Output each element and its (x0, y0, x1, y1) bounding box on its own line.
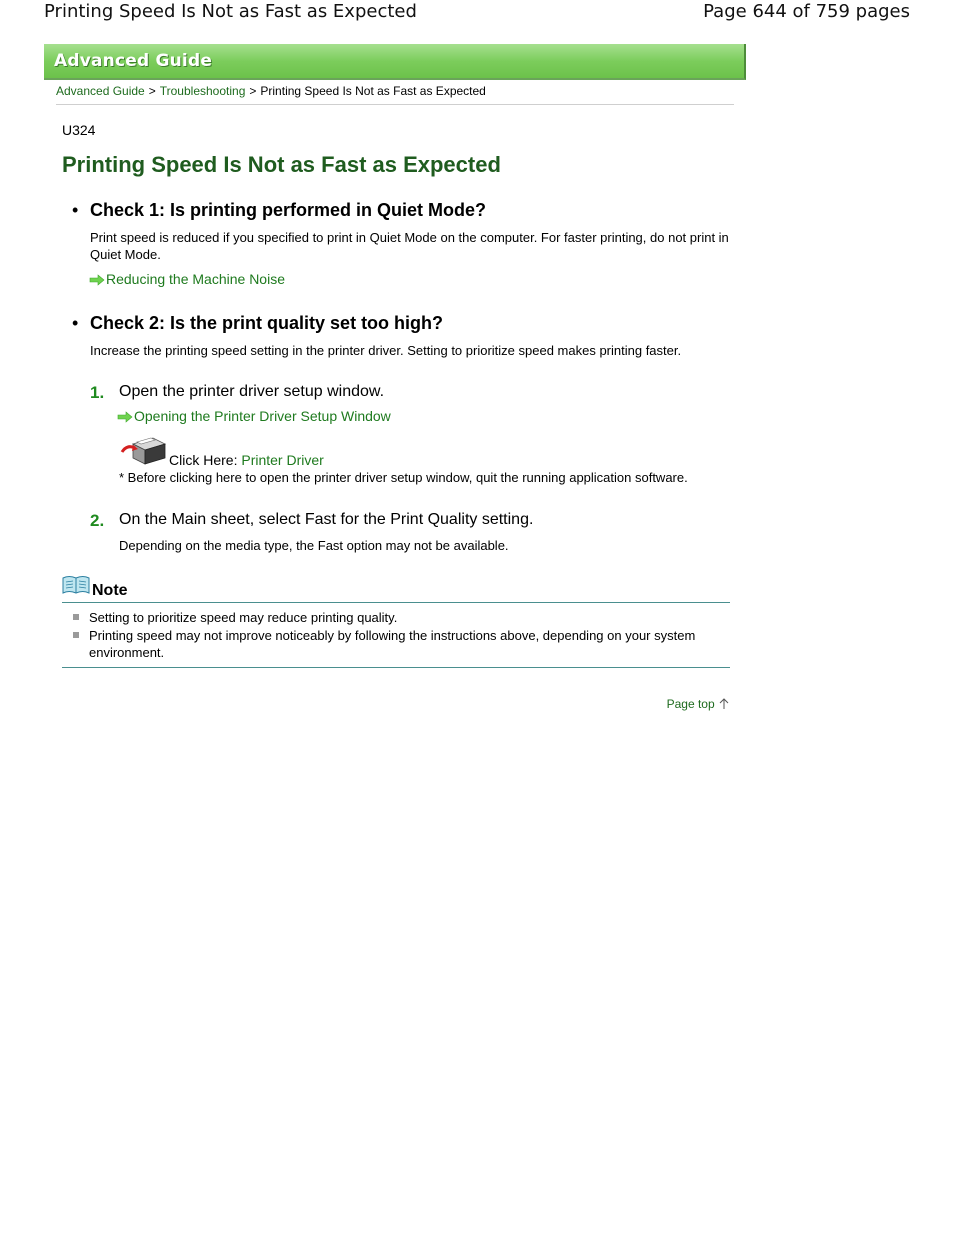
check-2-heading: Check 2: Is the print quality set too high? (90, 313, 444, 333)
book-icon (62, 575, 90, 600)
step-2 (90, 511, 730, 555)
bullet-icon: • (72, 313, 79, 333)
check-1-heading: Check 1: Is printing performed in Quiet Mode? (90, 200, 487, 220)
note-item-text: Printing speed may not improve noticeably by following the instructions above, depending on your system environment. (89, 628, 696, 660)
check-1-body: Print speed is reduced if you specified to print in Quiet Mode on the computer. For faster printing, do not print in Quiet Mode. (90, 230, 729, 262)
header-title: Printing Speed Is Not as Fast as Expected (44, 1, 417, 22)
note-item (62, 627, 730, 661)
breadcrumb-separator: > (249, 84, 257, 98)
steps-list (90, 383, 730, 555)
document-code: U324 (62, 122, 96, 138)
check-1 (62, 200, 730, 287)
step-1 (90, 383, 730, 487)
check-2-body: Increase the printing speed setting in the printer driver. Setting to prioritize speed makes printing faster. (90, 343, 682, 358)
breadcrumb-troubleshooting[interactable]: Troubleshooting (159, 84, 246, 98)
arrow-right-icon (89, 273, 105, 285)
banner-title: Advanced Guide (54, 51, 213, 71)
opening-driver-setup-link[interactable]: Opening the Printer Driver Setup Window (134, 408, 391, 424)
step-number: 1. (90, 383, 105, 402)
check-2 (62, 313, 730, 359)
reducing-machine-noise-link[interactable]: Reducing the Machine Noise (106, 271, 285, 287)
printer-driver-link[interactable]: Printer Driver (241, 452, 324, 468)
square-bullet-icon (73, 614, 79, 620)
page-top-row (62, 697, 730, 711)
note-item-text: Setting to prioritize speed may reduce printing quality. (89, 610, 398, 625)
page-top-link[interactable]: Page top (666, 697, 715, 711)
check-1-link-row (89, 271, 730, 287)
step-2-label: On the Main sheet, select Fast for the Print Quality setting. (119, 511, 534, 528)
breadcrumb-current: Printing Speed Is Not as Fast as Expected (260, 84, 486, 98)
bullet-icon: • (72, 200, 79, 220)
note-list (62, 609, 730, 661)
step-1-label: Open the printer driver setup window. (119, 383, 385, 400)
square-bullet-icon (73, 632, 79, 638)
breadcrumb (56, 84, 734, 105)
step-1-footnote: * Before clicking here to open the printer driver setup window, quit the running application software. (119, 470, 688, 485)
note-heading: Note (92, 582, 128, 599)
advanced-guide-banner (44, 44, 746, 80)
arrow-up-icon[interactable] (718, 697, 730, 711)
step-2-sub: Depending on the media type, the Fast option may not be available. (119, 538, 509, 553)
note-divider (62, 667, 730, 668)
breadcrumb-separator: > (148, 84, 156, 98)
step-number: 2. (90, 511, 105, 530)
note-box (62, 575, 730, 668)
click-here-label: Click Here: (169, 452, 242, 468)
main-content (62, 122, 730, 711)
printer-icon[interactable] (119, 434, 167, 468)
note-item (62, 609, 730, 626)
page-header (44, 0, 910, 28)
page-number: Page 644 of 759 pages (703, 1, 910, 22)
page-title: Printing Speed Is Not as Fast as Expected (62, 152, 501, 177)
arrow-right-icon (117, 410, 133, 422)
step-1-link-row (117, 408, 730, 424)
breadcrumb-advanced-guide[interactable]: Advanced Guide (56, 84, 145, 98)
printer-driver-row (119, 434, 730, 468)
